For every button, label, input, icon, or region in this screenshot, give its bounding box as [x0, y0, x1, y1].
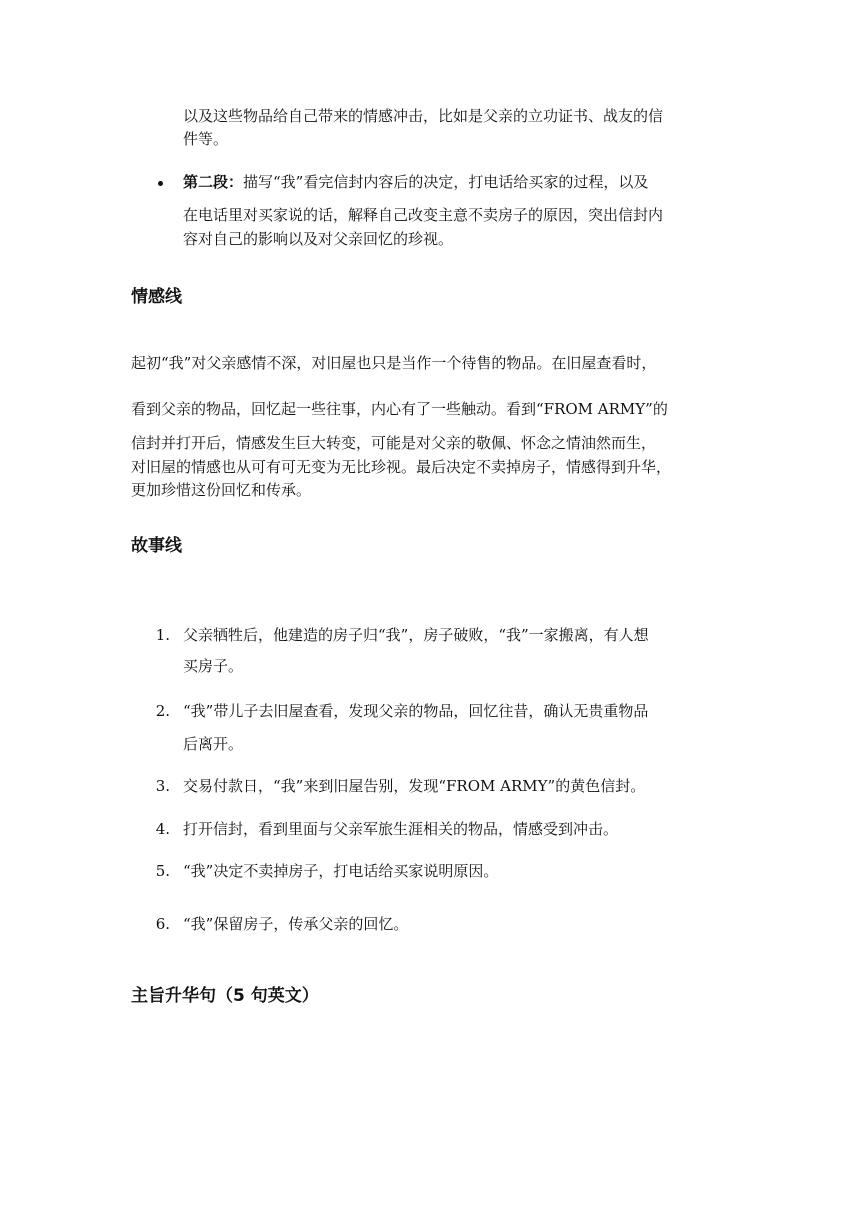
emotion-line-5: 更加珍惜这份回忆和传承。: [131, 481, 312, 499]
theme-heading: 主旨升华句（5 句英文）: [131, 986, 319, 1006]
list-item: “我”保留房子，传承父亲的回忆。: [183, 915, 409, 933]
intro-line-1: 以及这些物品给自己带来的情感冲击，比如是父亲的立功证书、战友的信: [183, 107, 664, 125]
list-item: “我”决定不卖掉房子，打电话给买家说明原因。: [183, 862, 499, 880]
intro-line-2: 件等。: [183, 130, 229, 148]
emotion-line-2: 看到父亲的物品，回忆起一些往事，内心有了一些触动。看到“FROM ARMY”的: [131, 400, 668, 418]
bullet2-text-1: 描写“我”看完信封内容后的决定，打电话给买家的过程，以及: [243, 173, 649, 191]
list-item-number: 5.: [155, 862, 170, 880]
list-item: “我”带儿子去旧屋查看，发现父亲的物品，回忆往昔，确认无贵重物品: [183, 702, 649, 720]
bullet2-line-3: 容对自己的影响以及对父亲回忆的珍视。: [183, 230, 454, 248]
bullet-marker: [158, 181, 163, 186]
list-item-number: 1.: [155, 626, 170, 644]
bullet2-line-1: [183, 171, 648, 193]
list-item: 交易付款日，“我”来到旧屋告别，发现“FROM ARMY”的黄色信封。: [183, 777, 646, 795]
bullet2-line-2: 在电话里对买家说的话，解释自己改变主意不卖房子的原因，突出信封内: [183, 206, 664, 224]
emotion-heading: 情感线: [131, 287, 182, 307]
list-item-number: 4.: [155, 820, 170, 838]
emotion-line-1: 起初“我”对父亲感情不深，对旧屋也只是当作一个待售的物品。在旧屋查看时，: [131, 354, 657, 372]
list-item-number: 6.: [155, 915, 170, 933]
emotion-line-4: 对旧屋的情感也从可有可无变为无比珍视。最后决定不卖掉房子，情感得到升华，: [131, 458, 672, 476]
list-item-number: 2.: [155, 702, 170, 720]
list-item: 打开信封，看到里面与父亲军旅生涯相关的物品，情感受到冲击。: [183, 820, 619, 838]
bullet2-label: 第二段：: [183, 173, 244, 191]
list-item-cont: 后离开。: [183, 735, 244, 753]
emotion-line-3: 信封并打开后，情感发生巨大转变，可能是对父亲的敬佩、怀念之情油然而生，: [131, 434, 657, 452]
list-item: 父亲牺牲后，他建造的房子归“我”，房子破败，“我”一家搬离，有人想: [183, 626, 649, 644]
list-item-cont: 买房子。: [183, 657, 244, 675]
story-heading: 故事线: [131, 536, 182, 556]
list-item-number: 3.: [155, 777, 170, 795]
